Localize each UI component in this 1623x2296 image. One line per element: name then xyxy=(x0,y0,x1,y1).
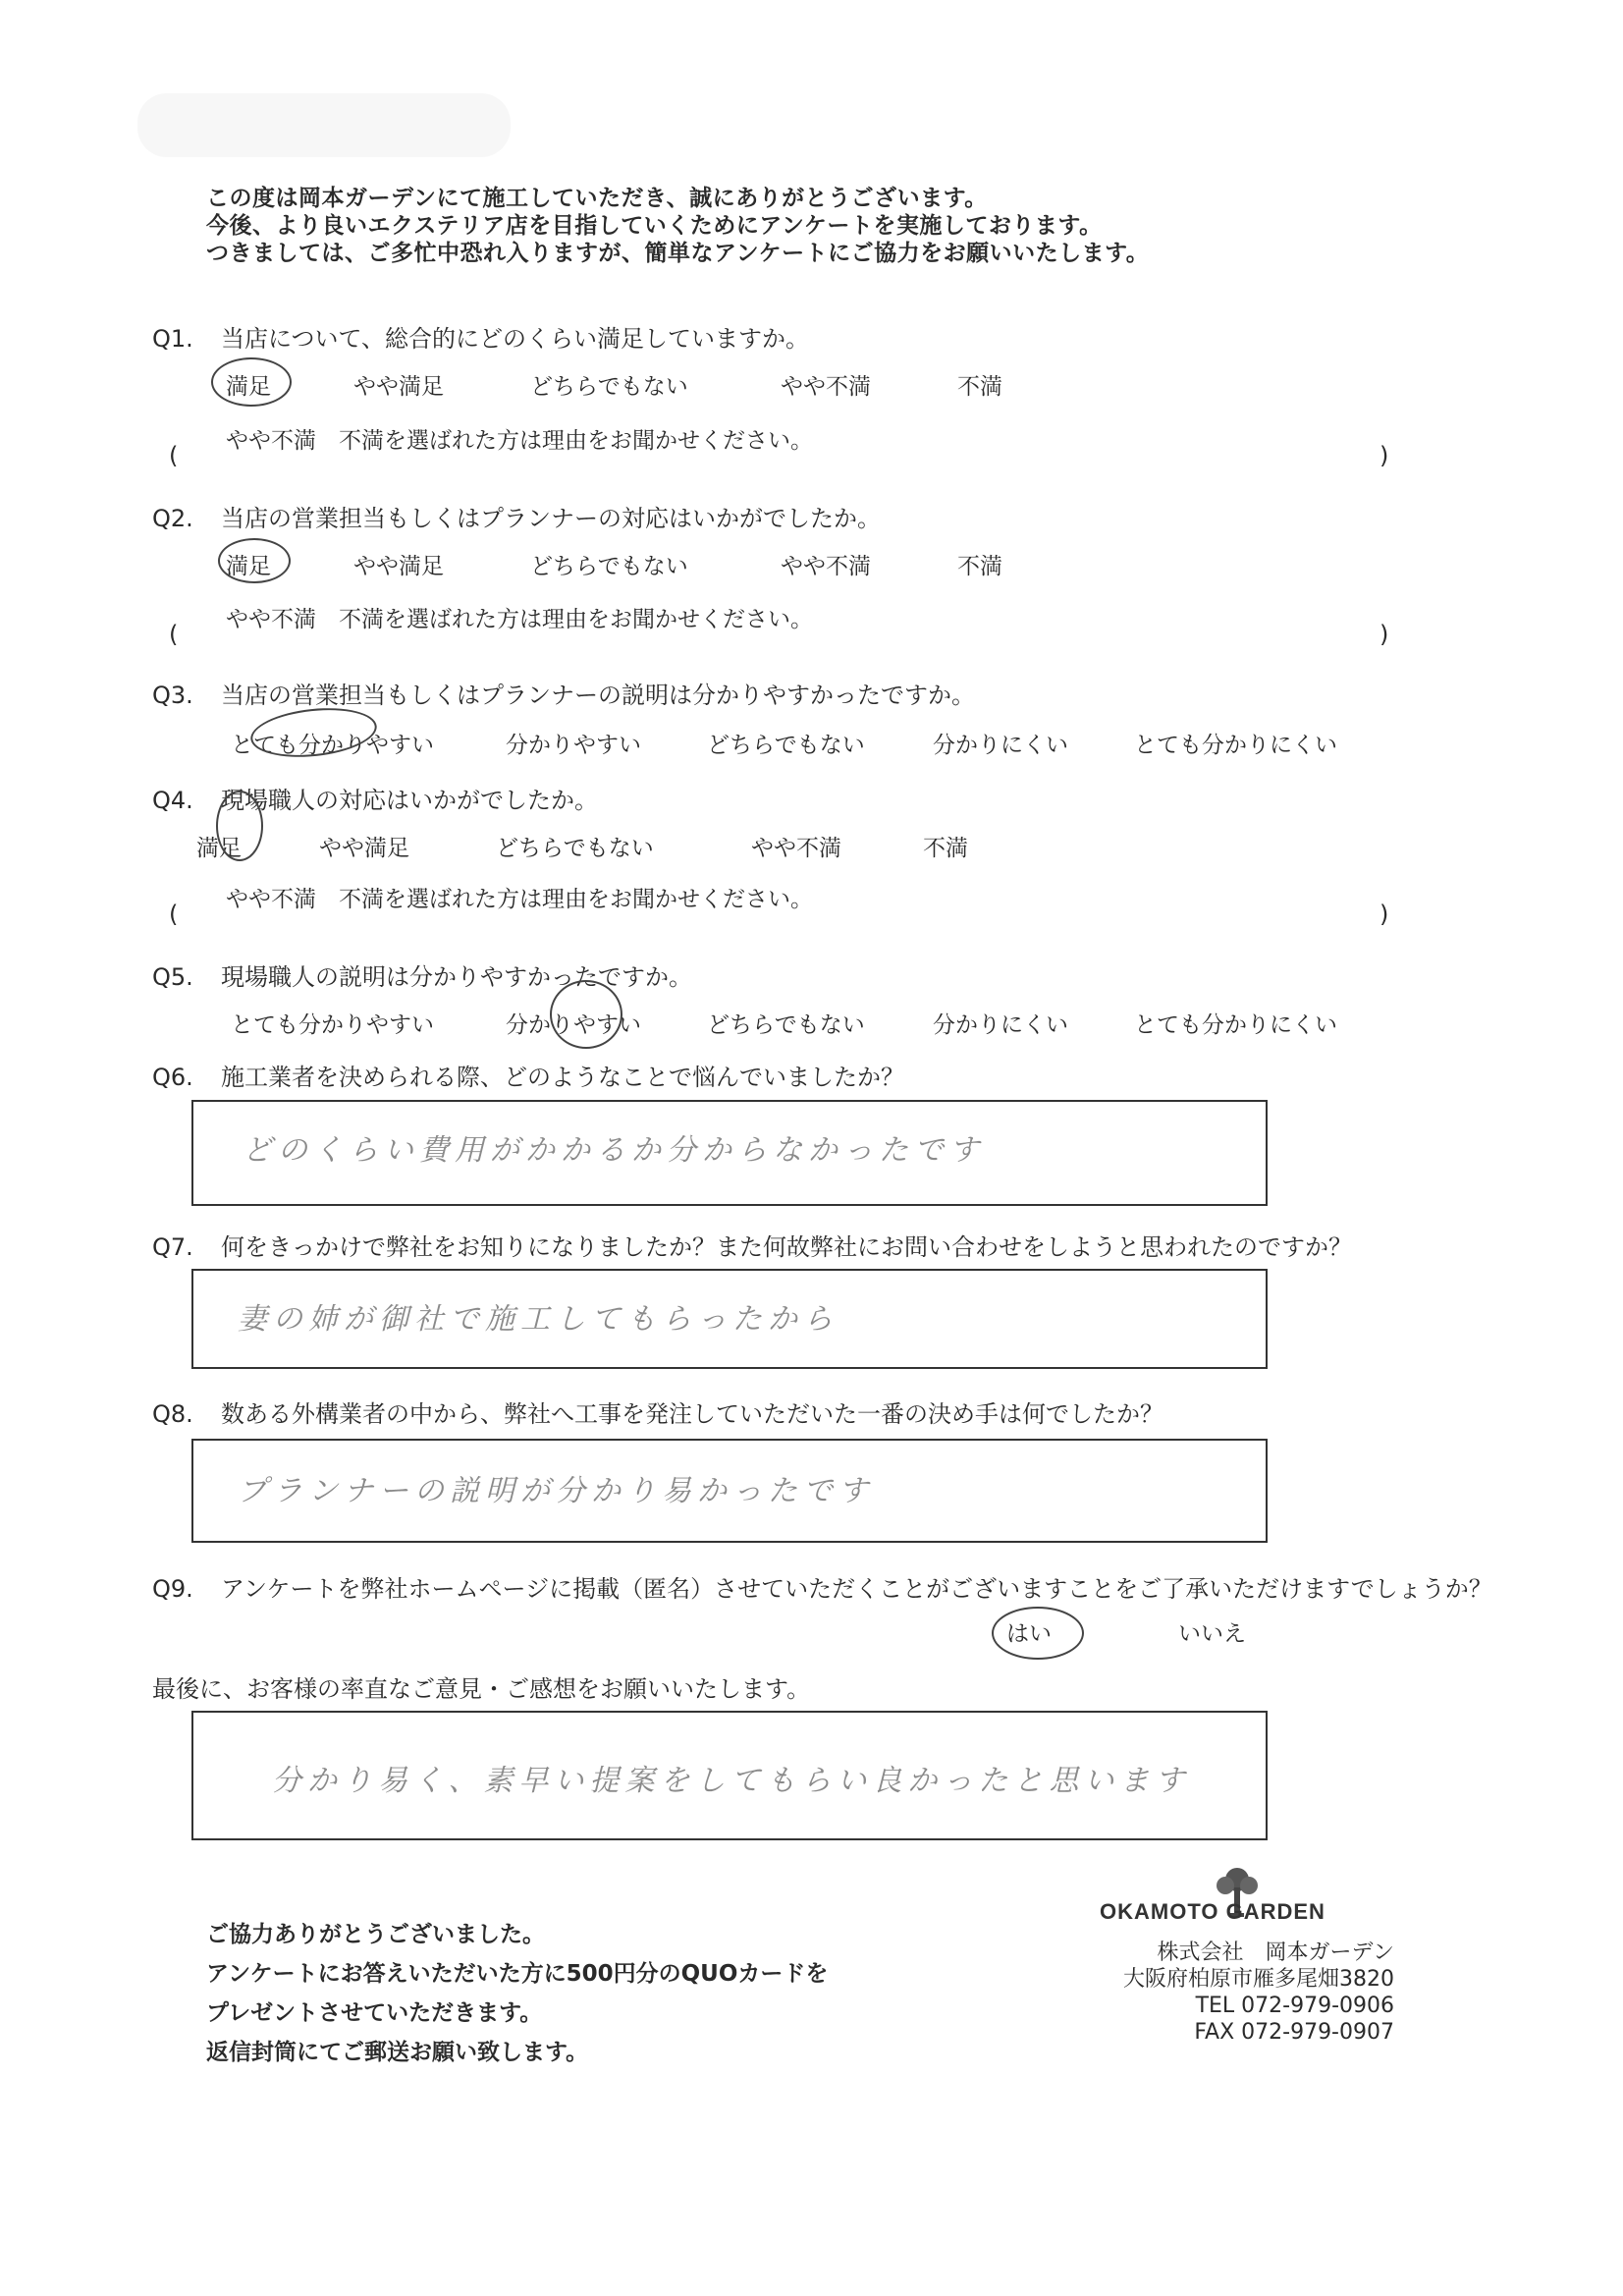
q3-text: 当店の営業担当もしくはプランナーの説明は分かりやすかったですか。 xyxy=(221,682,975,709)
q5-option-very-clear[interactable]: とても分かりやすい xyxy=(231,1012,434,1038)
q9-number: Q9. xyxy=(152,1575,193,1603)
q2-reason-close-paren: ) xyxy=(1380,621,1389,648)
final-comment-box[interactable] xyxy=(191,1711,1268,1840)
q4-reason-open-paren: ( xyxy=(169,901,179,928)
q2-option-neutral[interactable]: どちらでもない xyxy=(530,554,688,579)
q7-handwritten-answer: 妻の姉が御社で施工してもらったから xyxy=(238,1302,839,1337)
q4-selection-circle xyxy=(216,791,263,861)
footer-line: アンケートにお答えいただいた方に500円分のQUOカードを xyxy=(206,1961,829,1987)
q1-option-somewhat-satisfied[interactable]: やや満足 xyxy=(353,374,444,400)
q6-handwritten-answer: どのくらい費用がかかるか分からなかったです xyxy=(243,1133,985,1168)
company-address: 大阪府柏原市雁多尾畑3820 xyxy=(1123,1967,1394,1992)
q7-number: Q7. xyxy=(152,1233,193,1261)
q3-option-unclear[interactable]: 分かりにくい xyxy=(933,733,1068,758)
q3-option-neutral[interactable]: どちらでもない xyxy=(707,733,865,758)
q4-text: 現場職人の対応はいかがでしたか。 xyxy=(221,787,598,814)
q1-option-dissatisfied[interactable]: 不満 xyxy=(957,374,1002,400)
q1-number: Q1. xyxy=(152,325,193,353)
q1-question xyxy=(152,319,809,354)
footer-thanks xyxy=(206,1915,828,2072)
q5-option-neutral[interactable]: どちらでもない xyxy=(707,1012,865,1038)
q3-option-clear[interactable]: 分かりやすい xyxy=(506,733,641,758)
q8-answer-box[interactable] xyxy=(191,1439,1268,1543)
q4-reason-close-paren: ) xyxy=(1380,901,1389,928)
q1-text: 当店について、総合的にどのくらい満足していますか。 xyxy=(221,325,810,353)
q5-text: 現場職人の説明は分かりやすかったですか。 xyxy=(221,963,692,991)
q2-selection-circle xyxy=(218,538,291,583)
q1-reason-close-paren: ) xyxy=(1380,442,1389,469)
q3-option-very-unclear[interactable]: とても分かりにくい xyxy=(1134,733,1337,758)
q7-answer-box[interactable] xyxy=(191,1269,1268,1369)
q1-reason-open-paren: ( xyxy=(169,442,179,469)
q2-question xyxy=(152,499,881,533)
intro-line: つきましては、ご多忙中恐れ入りますが、簡単なアンケートにご協力をお願いいたします。 xyxy=(206,241,1150,266)
intro-line: この度は岡本ガーデンにて施工していただき、誠にありがとうございます。 xyxy=(206,186,988,211)
company-tel: TEL 072-979-0906 xyxy=(1195,1994,1394,2018)
q4-option-satisfied[interactable]: 満足 xyxy=(196,836,242,861)
q3-number: Q3. xyxy=(152,682,193,709)
q8-handwritten-answer: プランナーの説明が分かり易かったです xyxy=(238,1474,874,1508)
q5-number: Q5. xyxy=(152,963,193,991)
q9-option-yes[interactable]: はい xyxy=(1006,1621,1052,1647)
q8-number: Q8. xyxy=(152,1400,193,1428)
q4-number: Q4. xyxy=(152,787,193,814)
q8-question xyxy=(152,1394,1163,1429)
q4-option-dissatisfied[interactable]: 不満 xyxy=(923,836,968,861)
q2-option-somewhat-dissatisfied[interactable]: やや不満 xyxy=(781,554,871,579)
company-logo xyxy=(1090,1866,1384,1929)
final-comment-prompt: 最後に、お客様の率直なご意見・ご感想をお願いいたします。 xyxy=(152,1675,811,1703)
q4-option-neutral[interactable]: どちらでもない xyxy=(496,836,654,861)
q1-option-satisfied[interactable]: 満足 xyxy=(226,374,271,400)
q2-option-dissatisfied[interactable]: 不満 xyxy=(957,554,1002,579)
q9-text: アンケートを弊社ホームページに掲載（匿名）させていただくことがございますことをご了承いただけますでしょうか？ xyxy=(221,1575,1492,1603)
intro-line: 今後、より良いエクステリア店を目指していくためにアンケートを実施しております。 xyxy=(206,213,1103,239)
q4-option-somewhat-dissatisfied[interactable]: やや不満 xyxy=(751,836,841,861)
q6-text: 施工業者を決められる際、どのようなことで悩んでいましたか？ xyxy=(221,1064,904,1091)
q1-option-neutral[interactable]: どちらでもない xyxy=(530,374,688,400)
q2-option-satisfied[interactable]: 満足 xyxy=(226,554,271,579)
q5-question xyxy=(152,957,692,992)
q6-number: Q6. xyxy=(152,1064,193,1091)
q9-selection-circle xyxy=(992,1607,1084,1660)
logo-text: OKAMOTO GARDEN xyxy=(1100,1899,1325,1924)
q7-question xyxy=(152,1228,1352,1262)
q6-answer-box[interactable] xyxy=(191,1100,1268,1206)
company-name: 株式会社 岡本ガーデン xyxy=(1157,1941,1394,1965)
footer-line: 返信封筒にてご郵送お願い致します。 xyxy=(206,2040,589,2065)
company-info xyxy=(1090,1940,1394,2046)
q5-option-very-unclear[interactable]: とても分かりにくい xyxy=(1134,1012,1337,1038)
footer-line: ご協力ありがとうございました。 xyxy=(206,1922,545,1947)
final-handwritten-answer: 分かり易く、素早い提案をしてもらい良かったと思います xyxy=(272,1764,1191,1798)
q2-reason-open-paren: ( xyxy=(169,621,179,648)
q3-option-very-clear[interactable]: とても分かりやすい xyxy=(231,733,434,758)
footer-line: プレゼントさせていただきます。 xyxy=(206,2000,543,2026)
q3-question xyxy=(152,676,975,710)
q2-number: Q2. xyxy=(152,505,193,532)
intro-text xyxy=(206,185,1149,267)
q4-reason-prompt: やや不満 不満を選ばれた方は理由をお聞かせください。 xyxy=(226,887,813,912)
q5-selection-circle xyxy=(550,980,622,1049)
q2-reason-prompt: やや不満 不満を選ばれた方は理由をお聞かせください。 xyxy=(226,607,813,632)
q2-text: 当店の営業担当もしくはプランナーの対応はいかがでしたか。 xyxy=(221,505,881,532)
q5-option-clear[interactable]: 分かりやすい xyxy=(506,1012,641,1038)
q9-question xyxy=(152,1569,1492,1604)
q8-text: 数ある外構業者の中から、弊社へ工事を発注していただいた一番の決め手は何でしたか？ xyxy=(221,1400,1163,1428)
q6-question xyxy=(152,1058,904,1092)
q1-option-somewhat-dissatisfied[interactable]: やや不満 xyxy=(781,374,871,400)
company-fax: FAX 072-979-0907 xyxy=(1194,2020,1394,2045)
q2-option-somewhat-satisfied[interactable]: やや満足 xyxy=(353,554,444,579)
q9-option-no[interactable]: いいえ xyxy=(1178,1621,1246,1647)
q1-reason-prompt: やや不満 不満を選ばれた方は理由をお聞かせください。 xyxy=(226,428,813,454)
q7-text: 何をきっかけで弊社をお知りになりましたか？また何故弊社にお問い合わせをしようと思われたのですか？ xyxy=(221,1233,1352,1261)
q4-option-somewhat-satisfied[interactable]: やや満足 xyxy=(319,836,409,861)
q5-option-unclear[interactable]: 分かりにくい xyxy=(933,1012,1068,1038)
q1-selection-circle xyxy=(211,357,292,407)
scan-smudge xyxy=(137,93,511,157)
